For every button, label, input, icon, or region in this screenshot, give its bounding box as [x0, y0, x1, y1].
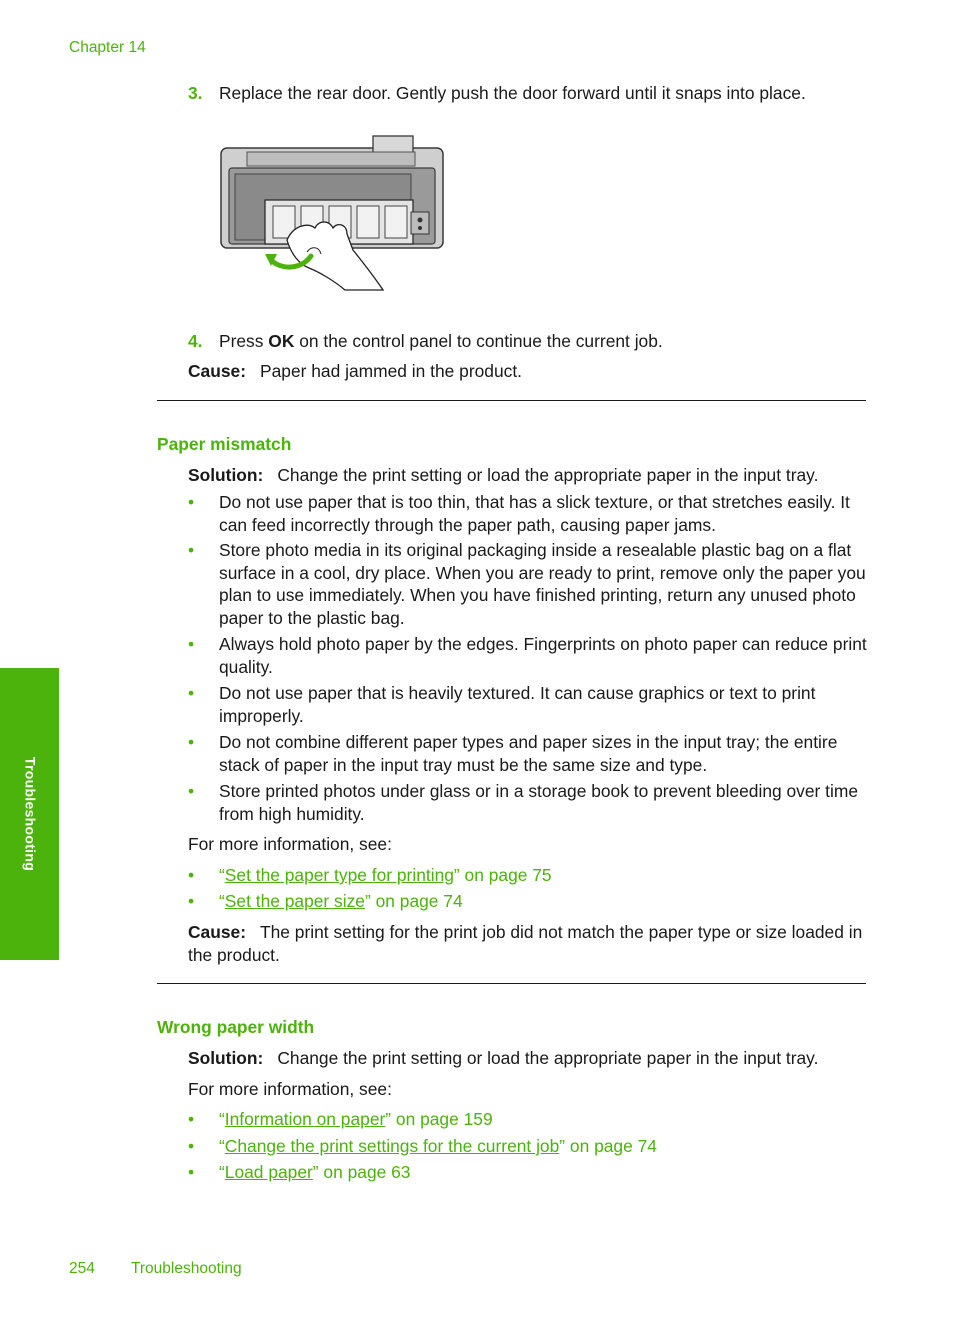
- bullet-icon: •: [188, 540, 195, 560]
- link-change-print-settings[interactable]: Change the print settings for the current job: [224, 1136, 560, 1156]
- list-item: Store printed photos under glass or in a storage book to prevent bleeding over time from high humidity.: [219, 781, 859, 824]
- bullet-icon: •: [188, 781, 195, 801]
- bullet-icon: •: [188, 865, 195, 885]
- bullet-icon: •: [188, 891, 195, 911]
- link-list-item: [219, 1135, 869, 1158]
- bullet-icon: •: [188, 1109, 195, 1129]
- list-item: Store photo media in its original packaging inside a resealable plastic bag on a flat surface in a cool, dry place. When you are ready to print, remove only the paper you plan to use immediately. When you have finished printing, return any unused photo paper to the plastic bag.: [219, 540, 866, 628]
- bullet-icon: •: [188, 732, 195, 752]
- cause-label: Cause:: [188, 361, 246, 381]
- footer-section: Troubleshooting: [131, 1260, 242, 1277]
- solution-paragraph-width: [188, 1047, 868, 1070]
- quote-close: ”: [453, 865, 460, 885]
- ok-button-label: OK: [268, 331, 295, 351]
- quote-open: “: [219, 1136, 225, 1156]
- side-tab-label: Troubleshooting: [21, 756, 38, 872]
- step-number-3: 3.: [188, 83, 203, 103]
- section-divider: [157, 400, 866, 401]
- page-ref: on page 159: [391, 1109, 493, 1129]
- quote-close: ”: [364, 891, 371, 911]
- printer-rear-door-illustration: [215, 130, 447, 295]
- link-information-on-paper[interactable]: Information on paper: [224, 1109, 386, 1129]
- link-load-paper[interactable]: Load paper: [224, 1162, 313, 1182]
- quote-close: ”: [385, 1109, 392, 1129]
- quote-open: “: [219, 865, 225, 885]
- list-item: Do not use paper that is heavily textured. It can cause graphics or text to print improperly.: [219, 683, 816, 726]
- list-item: Do not use paper that is too thin, that has a slick texture, or that stretches easily. It can feed incorrectly through the paper path, causing paper jams.: [219, 492, 850, 535]
- step4-text-pre: Press: [219, 331, 269, 351]
- cause-paragraph-2: [188, 921, 868, 966]
- step-number-4: 4.: [188, 331, 203, 351]
- bullet-icon: •: [188, 683, 195, 703]
- quote-close: ”: [312, 1162, 319, 1182]
- bullet-icon: •: [188, 1136, 195, 1156]
- link-list-item: [219, 1161, 869, 1184]
- quote-open: “: [219, 1109, 225, 1129]
- section-heading-paper-mismatch: Paper mismatch: [157, 434, 292, 454]
- solution-label: Solution:: [188, 465, 264, 485]
- more-info-text: For more information, see:: [188, 834, 392, 854]
- link-list-item: [219, 864, 869, 887]
- page-ref: on page 63: [318, 1162, 411, 1182]
- bullet-icon: •: [188, 634, 195, 654]
- page-ref: on page 74: [565, 1136, 657, 1156]
- link-set-paper-size[interactable]: Set the paper size: [224, 891, 365, 911]
- solution-text: Change the print setting or load the appropriate paper in the input tray.: [277, 465, 819, 485]
- quote-open: “: [219, 1162, 225, 1182]
- step4-text-post: on the control panel to continue the current job.: [294, 331, 663, 351]
- list-item: Do not combine different paper types and paper sizes in the input tray; the entire stack of paper in the input tray must be the same size and type.: [219, 732, 838, 775]
- cause-text: The print setting for the print job did not match the paper type or size loaded in the product.: [188, 922, 863, 965]
- cause-text: Paper had jammed in the product.: [260, 361, 522, 381]
- page-ref: on page 75: [459, 865, 552, 885]
- solution-text: Change the print setting or load the appropriate paper in the input tray.: [277, 1048, 819, 1068]
- bullet-icon: •: [188, 492, 195, 512]
- list-item: Always hold photo paper by the edges. Fingerprints on photo paper can reduce print quality.: [219, 634, 867, 677]
- quote-open: “: [219, 891, 225, 911]
- link-set-paper-type[interactable]: Set the paper type for printing: [224, 865, 454, 885]
- step-text-3: Replace the rear door. Gently push the door forward until it snaps into place.: [219, 83, 806, 103]
- more-info-text: For more information, see:: [188, 1079, 392, 1099]
- page-number: 254: [69, 1260, 95, 1277]
- section-heading-wrong-paper-width: Wrong paper width: [157, 1017, 315, 1037]
- side-tab: [0, 668, 59, 960]
- cause-paragraph-1: [188, 360, 868, 383]
- quote-close: ”: [559, 1136, 566, 1156]
- solution-label: Solution:: [188, 1048, 264, 1068]
- step-text-4: [219, 330, 869, 353]
- section-divider: [157, 983, 866, 984]
- solution-paragraph-mismatch: [188, 464, 868, 487]
- cause-label: Cause:: [188, 922, 246, 942]
- link-list-item: [219, 890, 869, 913]
- link-list-item: [219, 1108, 869, 1131]
- page-ref: on page 74: [370, 891, 463, 911]
- chapter-header: Chapter 14: [69, 39, 146, 56]
- bullet-icon: •: [188, 1162, 195, 1182]
